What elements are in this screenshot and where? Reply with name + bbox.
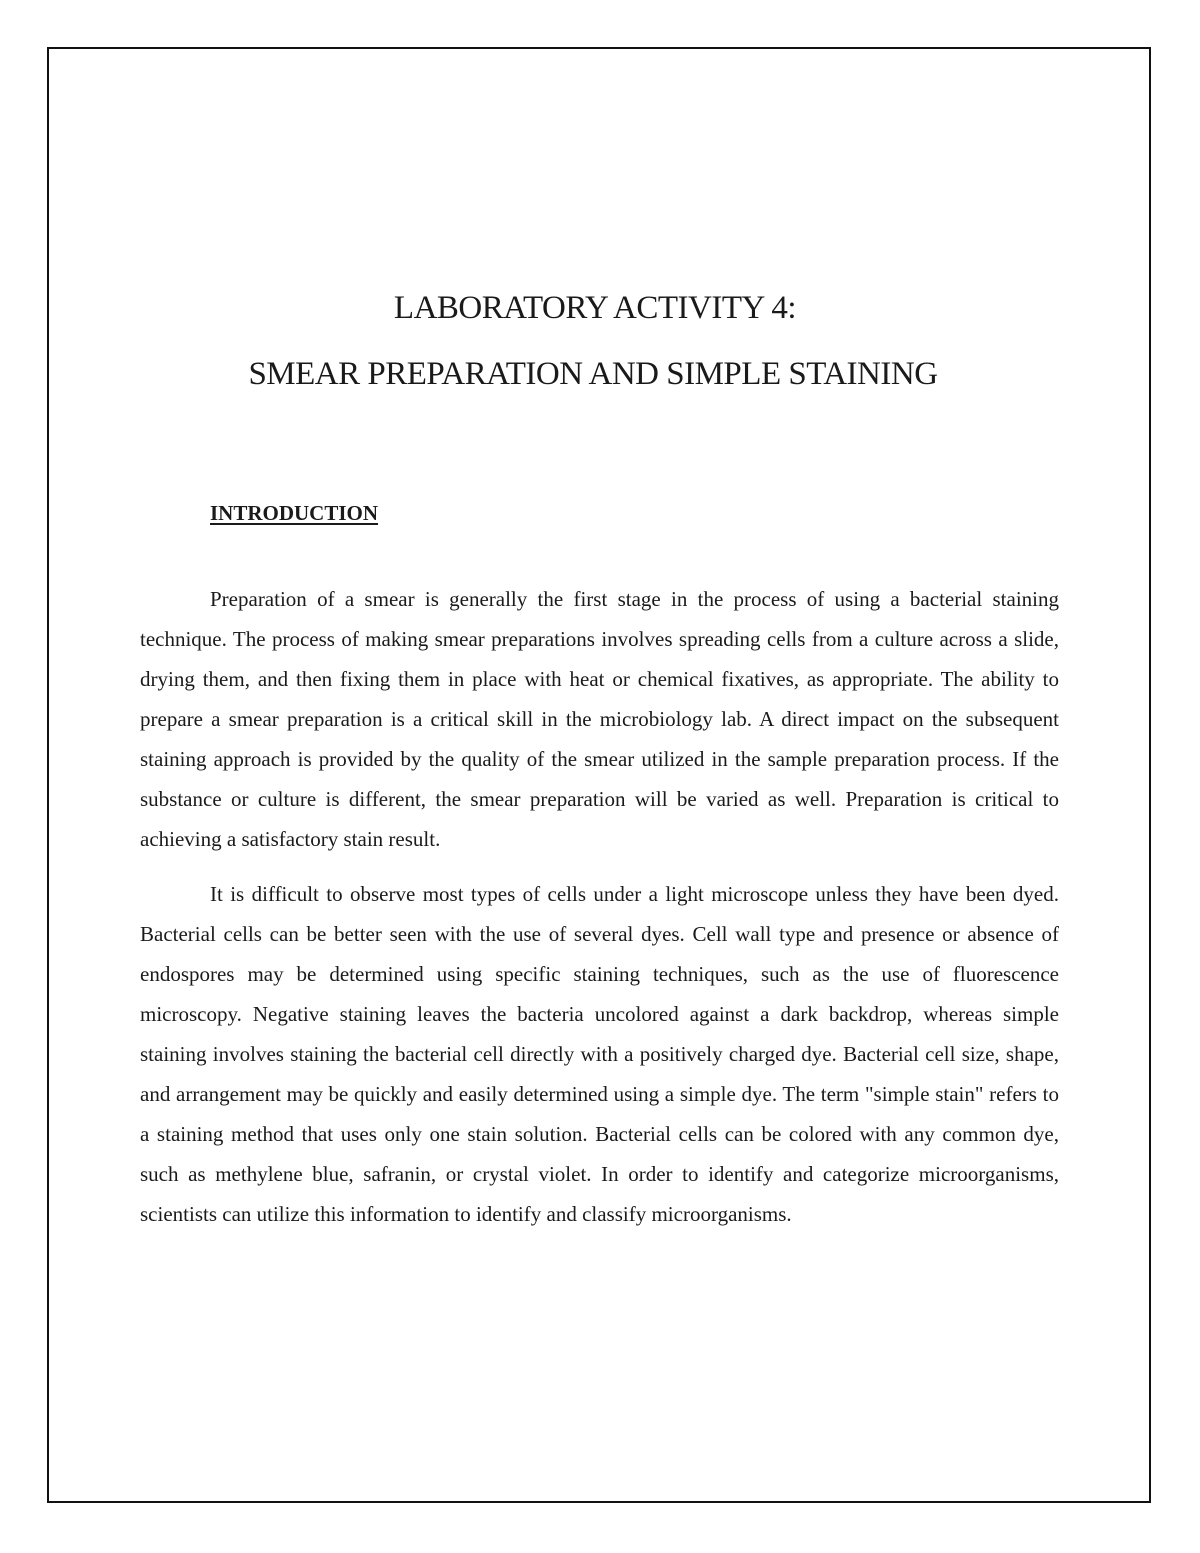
introduction-paragraph-2: It is difficult to observe most types of cells under a light microscope unless they have been dyed. Bacterial cells can be better seen with the use of several dyes. Cell wall type and presence or absence of endospores may be determined using specific staining techniques, such as the use of fluorescence microscopy. Negative staining leaves the bacteria uncolored against a dark backdrop, whereas simple staining involves staining the bacterial cell directly with a positively charged dye. Bacterial cell size, shape, and arrangement may be quickly and easily determined using a simple dye. The term "simple stain" refers to a staining method that uses only one stain solution. Bacterial cells can be colored with any common dye, such as methylene blue, safranin, or crystal violet. In order to identify and categorize microorganisms, scientists can utilize this information to identify and classify microorganisms. (140, 882, 1059, 1226)
introduction-paragraph-1: Preparation of a smear is generally the first stage in the process of using a bacterial staining technique. The process of making smear preparations involves spreading cells from a culture across a slide, drying them, and then fixing them in place with heat or chemical fixatives, as appropriate. The ability to prepare a smear preparation is a critical skill in the microbiology lab. A direct impact on the subsequent staining approach is provided by the quality of the smear utilized in the sample preparation process. If the substance or culture is different, the smear preparation will be varied as well. Preparation is critical to achieving a satisfactory stain result. (140, 587, 1059, 851)
document-title-line-2: SMEAR PREPARATION AND SIMPLE STAINING (248, 356, 938, 392)
document-title-line-1: LABORATORY ACTIVITY 4: (393, 290, 797, 326)
section-heading-introduction: INTRODUCTION (210, 501, 379, 525)
